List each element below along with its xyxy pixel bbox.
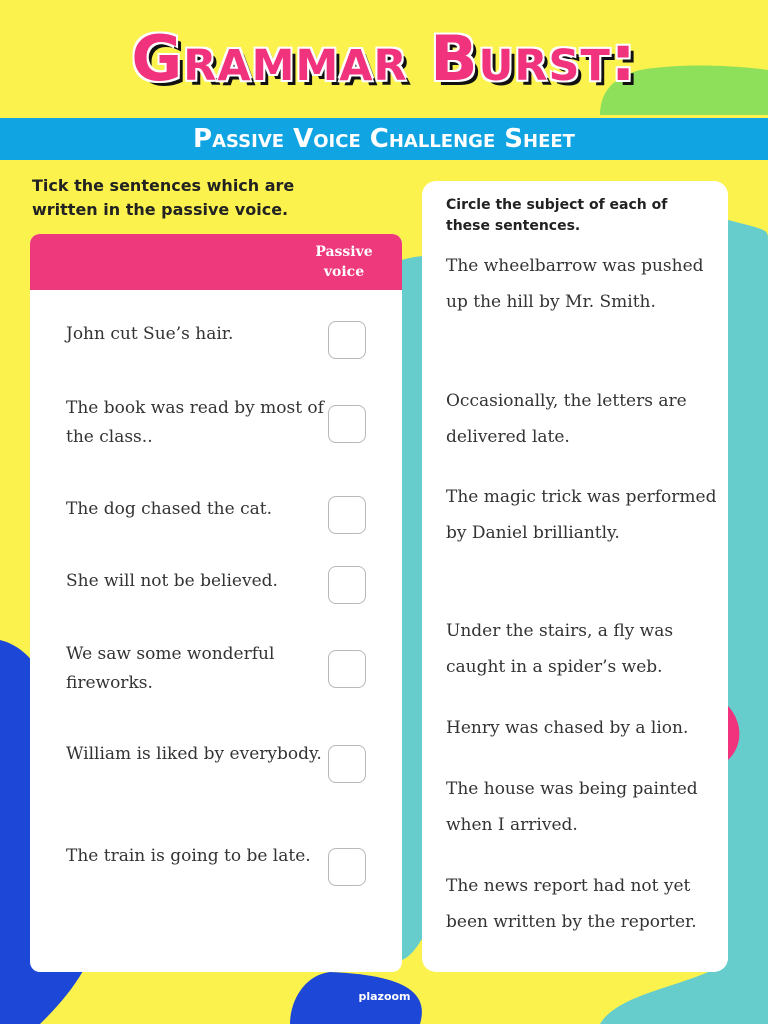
table-row: The dog chased the cat. bbox=[66, 499, 272, 519]
list-item: Henry was chased by a lion. bbox=[446, 718, 689, 738]
right-instruction: Circle the subject of each of these sentences. bbox=[446, 197, 668, 234]
table-header bbox=[30, 234, 402, 290]
plazoom-logo: plazoom bbox=[357, 988, 412, 1006]
list-item: The magic trick was performed by Daniel brilliantly. bbox=[446, 487, 717, 543]
tick-box[interactable] bbox=[328, 566, 366, 604]
tick-box[interactable] bbox=[328, 848, 366, 886]
tick-box[interactable] bbox=[328, 745, 366, 783]
table-row: She will not be believed. bbox=[66, 571, 278, 591]
table-row: The book was read by most of the class.. bbox=[66, 398, 324, 447]
table-row: The train is going to be late. bbox=[66, 846, 311, 866]
tick-box[interactable] bbox=[328, 496, 366, 534]
subject-panel bbox=[422, 181, 728, 972]
column-header-passive-voice: Passive voice bbox=[315, 244, 373, 280]
tick-box[interactable] bbox=[328, 650, 366, 688]
table-row: John cut Sue’s hair. bbox=[66, 324, 234, 344]
page-title: Grammar Burst: bbox=[131, 22, 637, 95]
left-instruction: Tick the sentences which are written in the passive voice. bbox=[32, 176, 295, 219]
table-row: We saw some wonderful fireworks. bbox=[66, 644, 275, 693]
list-item: Under the stairs, a fly was caught in a spider’s web. bbox=[446, 621, 674, 677]
list-item: The wheelbarrow was pushed up the hill by Mr. Smith. bbox=[446, 256, 704, 312]
tick-box[interactable] bbox=[328, 321, 366, 359]
list-item: The house was being painted when I arrived. bbox=[446, 779, 698, 835]
table-row: William is liked by everybody. bbox=[66, 744, 322, 764]
passive-voice-table bbox=[30, 234, 402, 972]
list-item: Occasionally, the letters are delivered late. bbox=[446, 391, 687, 447]
subtitle-band: Passive Voice Challenge Sheet bbox=[0, 118, 768, 160]
list-item: The news report had not yet been written by the reporter. bbox=[446, 876, 697, 932]
tick-box[interactable] bbox=[328, 405, 366, 443]
